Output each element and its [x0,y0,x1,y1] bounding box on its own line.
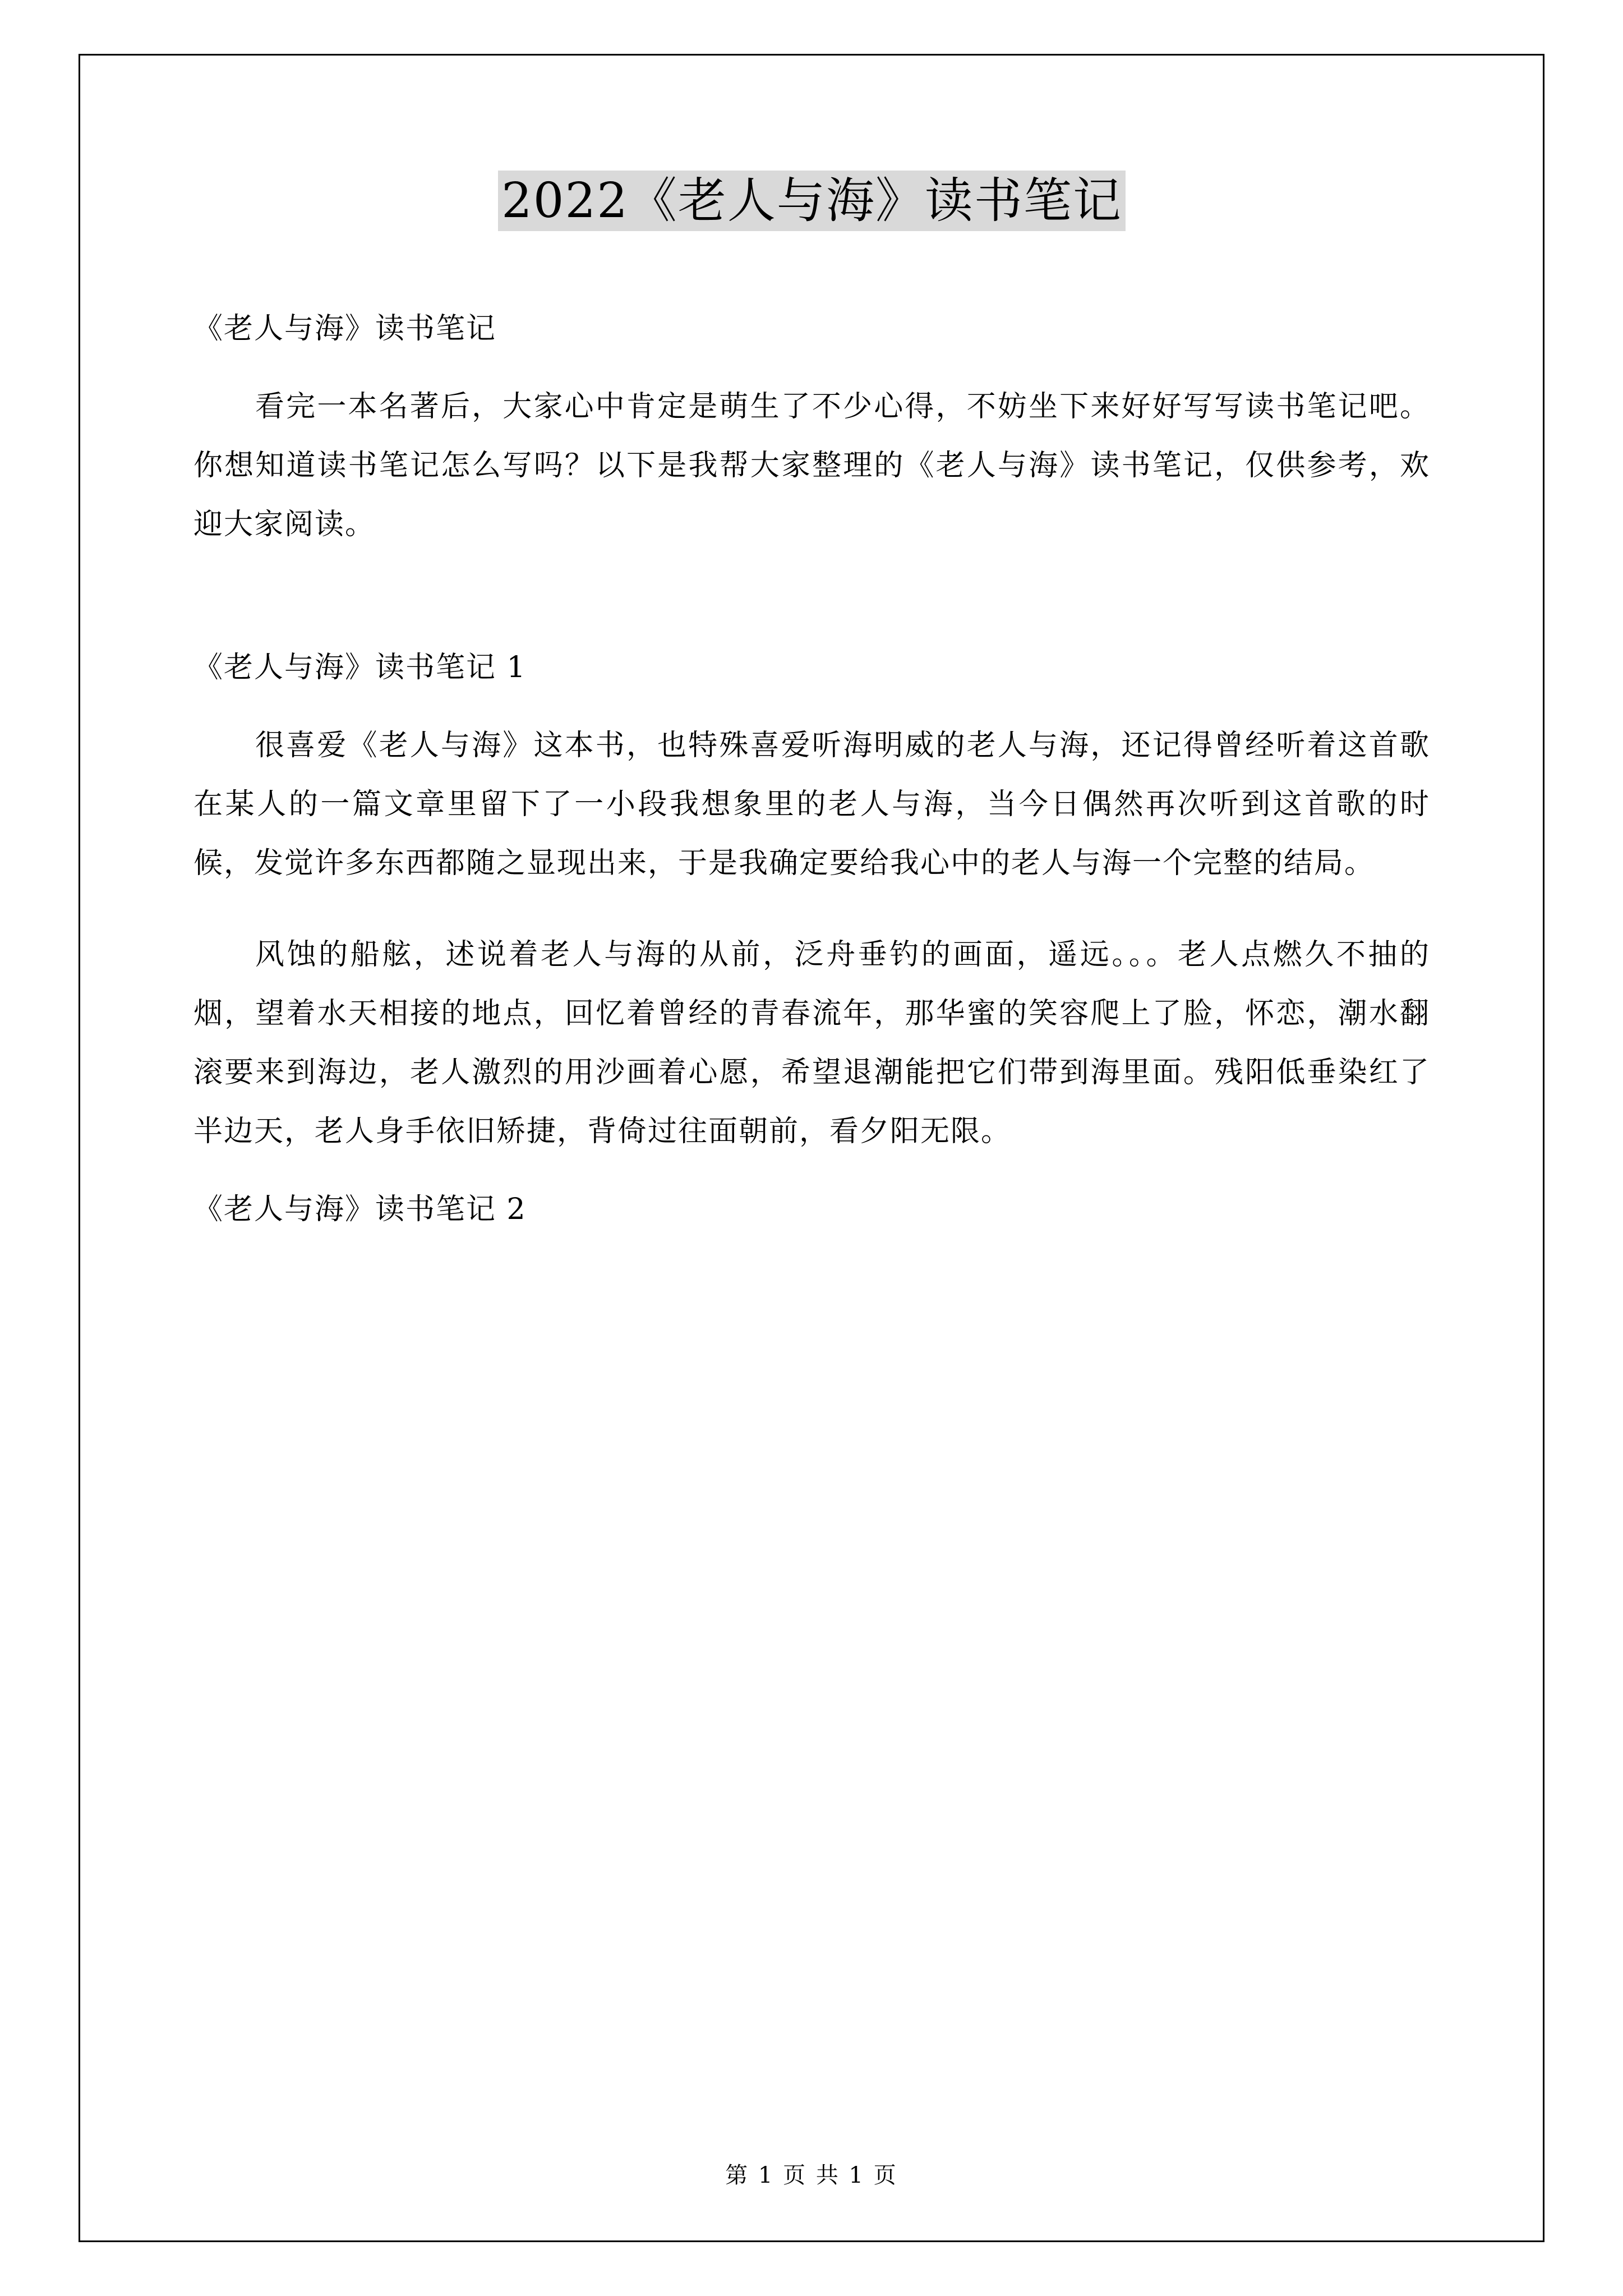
page-title-text: 2022《老人与海》读书笔记 [498,171,1126,231]
section1-paragraph-1: 很喜爱《老人与海》这本书，也特殊喜爱听海明威的老人与海，还记得曾经听着这首歌在某人的一篇文章里留下了一小段我想象里的老人与海，当今日偶然再次听到这首歌的时候，发觉许多东西都随之显现出来，于是我确定要给我心中的老人与海一个完整的结局。 [193,729,1430,881]
page-footer: 第 1 页 共 1 页 [725,2162,898,2188]
spacer [193,554,1430,638]
section1-paragraph-2: 风蚀的船舷，述说着老人与海的从前，泛舟垂钓的画面，遥远。。。老人点燃久不抽的烟，望着水天相接的地点，回忆着曾经的青春流年，那华蜜的笑容爬上了脸，怀恋，潮水翻滚要来到海边，老人激烈的用沙画着心愿，希望退潮能把它们带到海里面。残阳低垂染红了半边天，老人身手依旧矫捷，背倚过往面朝前，看夕阳无限。 [193,938,1430,1149]
heading-note: 《老人与海》读书笔记 [193,312,497,346]
page-title [193,168,1430,233]
section2-heading: 《老人与海》读书笔记 2 [193,1193,527,1227]
document-body [193,168,1430,1240]
spacer [193,1161,1430,1180]
spacer [193,358,1430,378]
spacer [193,233,1430,300]
spacer [193,697,1430,716]
section1-heading: 《老人与海》读书笔记 1 [193,651,527,685]
spacer [193,893,1430,926]
intro-paragraph: 看完一本名著后，大家心中肯定是萌生了不少心得，不妨坐下来好好写写读书笔记吧。你想知道读书笔记怎么写吗？以下是我帮大家整理的《老人与海》读书笔记，仅供参考，欢迎大家阅读。 [193,390,1430,542]
